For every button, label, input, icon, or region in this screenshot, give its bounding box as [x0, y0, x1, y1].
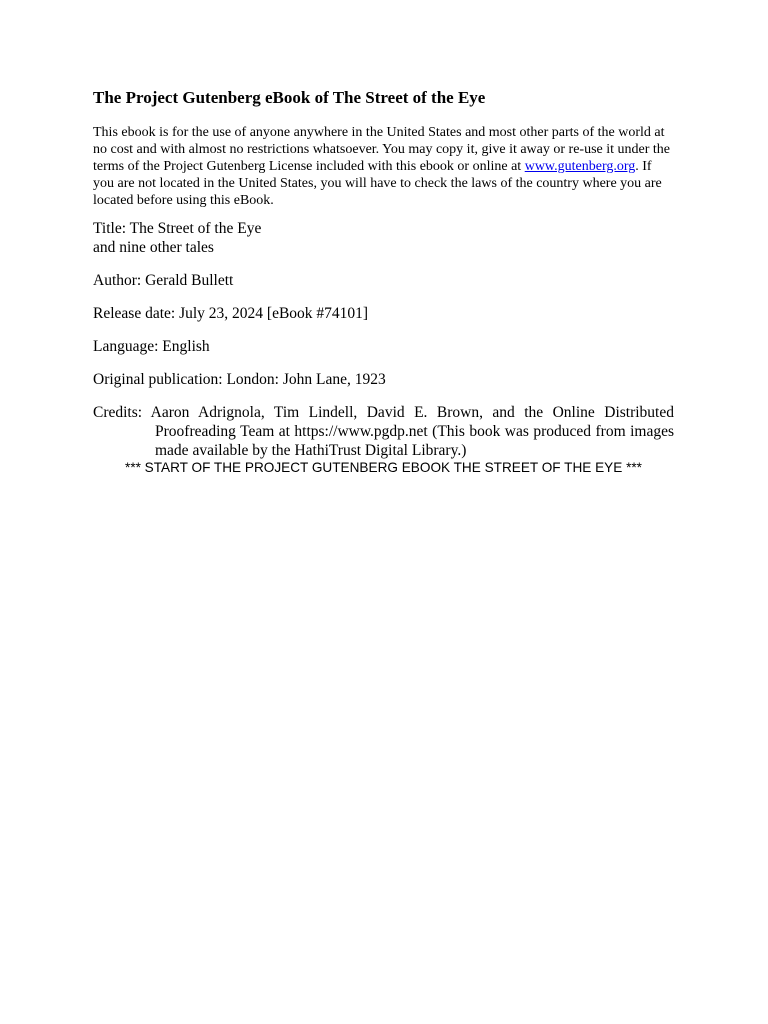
language-field: Language: English — [93, 338, 210, 355]
license-intro-text-end: . If you are not located in the United States, you will have to check the laws of the country where you are located before using this eBook. — [93, 159, 662, 208]
license-intro — [93, 124, 674, 209]
release-date-field: Release date: July 23, 2024 [eBook #74101] — [93, 305, 369, 322]
book-title-line: Title: The Street of the Eye — [93, 220, 262, 237]
ebook-title: The Project Gutenberg eBook of The Street of the Eye — [93, 88, 486, 107]
ebook-header-page — [93, 88, 674, 476]
license-intro-text: This ebook is for the use of anyone anywhere in the United States and most other parts of the world at no cost and with almost no restrictions whatsoever. You may copy it, give it away or re-use it under the terms of the Project Gutenberg License included with this ebook or online at — [93, 125, 671, 174]
start-marker: *** START OF THE PROJECT GUTENBERG EBOOK THE STREET OF THE EYE *** — [125, 460, 642, 475]
credits-field: Credits: Aaron Adrignola, Tim Lindell, David E. Brown, and the Online Distributed Proofreading Team at https://www.pgdp.net (This book was produced from images made available by the HathiTrust Digital Library.) — [93, 404, 674, 459]
original-publication-field: Original publication: London: John Lane, 1923 — [93, 371, 386, 388]
author-field: Author: Gerald Bullett — [93, 272, 234, 289]
book-subtitle-line: and nine other tales — [93, 239, 214, 256]
book-title-field — [93, 219, 674, 257]
gutenberg-link[interactable]: www.gutenberg.org — [524, 159, 636, 174]
